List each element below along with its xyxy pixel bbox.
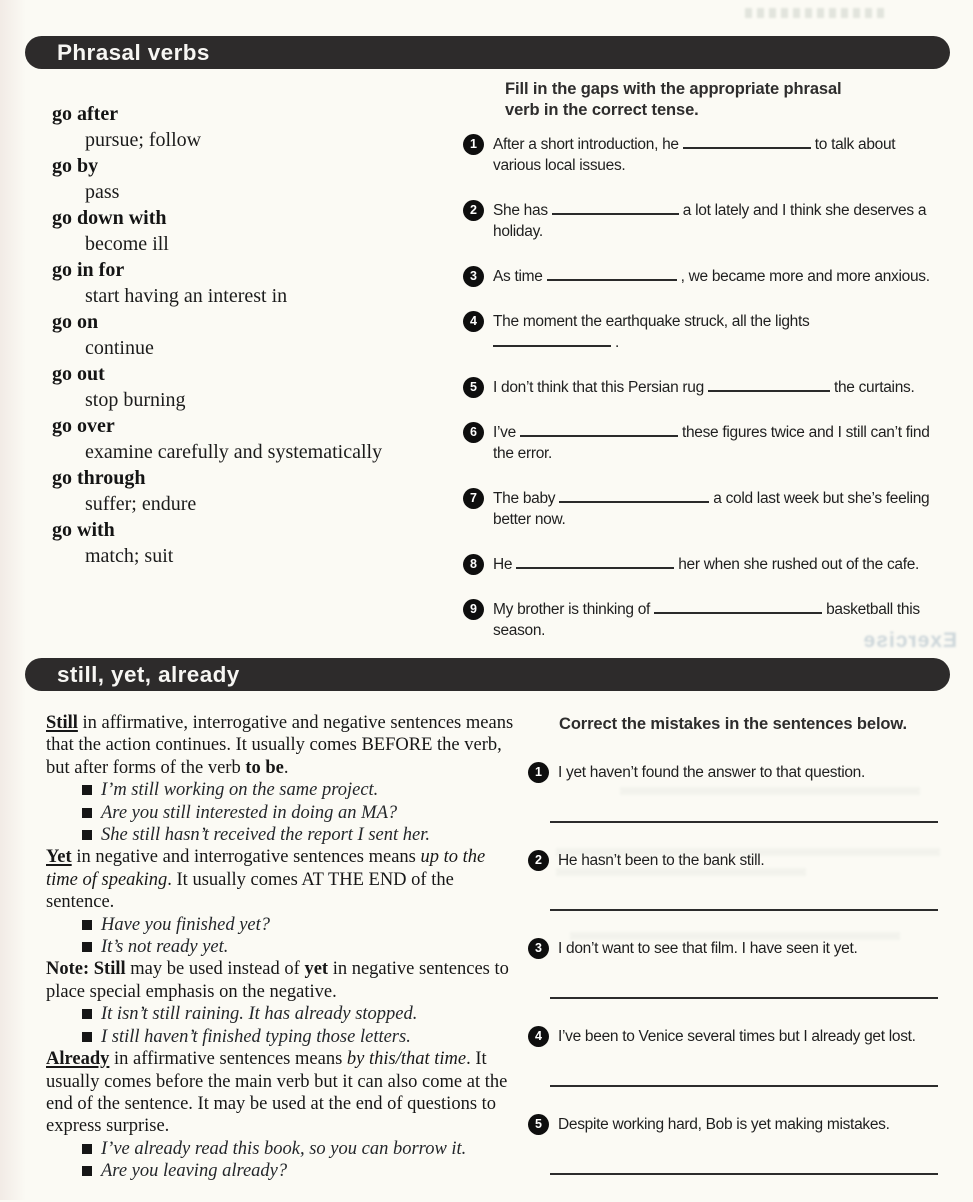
correct-mistake-item (528, 762, 946, 823)
exercise-item-list (463, 134, 941, 641)
phrasal-verb-term: go through (52, 467, 146, 489)
exercise-instructions: Fill in the gaps with the appropriate phrasal verb in the correct tense. (505, 80, 842, 119)
item-number-badge: 8 (463, 554, 484, 575)
square-bullet-icon (82, 808, 92, 818)
answer-line (550, 909, 938, 911)
example-bullet: Are you still interested in doing an MA? (46, 802, 520, 824)
example-bullet: I still haven’t finished typing those letters. (46, 1026, 520, 1048)
item-number-badge: 6 (463, 422, 484, 443)
square-bullet-icon (82, 830, 92, 840)
item-sentence: I’ve been to Venice several times but I already get lost. (558, 1028, 916, 1045)
item-sentence: The baby a cold last week but she’s feeling better now. (493, 490, 930, 528)
item-number-badge: 1 (528, 762, 549, 783)
phrasal-verb-definition: start having an interest in (85, 285, 288, 307)
fill-gap-item (463, 422, 941, 464)
item-number-badge: 5 (528, 1114, 549, 1135)
phrasal-verb-entry (52, 205, 452, 257)
phrasal-verb-term: go down with (52, 207, 167, 229)
fill-blank (708, 377, 830, 392)
phrasal-verb-entry (52, 101, 452, 153)
square-bullet-icon (82, 1032, 92, 1042)
item-sentence: He her when she rushed out of the cafe. (493, 556, 920, 573)
correct-mistake-item (528, 938, 946, 999)
square-bullet-icon (82, 1166, 92, 1176)
item-sentence: He hasn’t been to the bank still. (558, 852, 765, 869)
correct-mistake-item (528, 1026, 946, 1087)
phrasal-verb-term: go over (52, 415, 115, 437)
correct-mistakes-exercise (528, 714, 946, 1202)
example-bullet: I’ve already read this book, so you can borrow it. (46, 1138, 520, 1160)
example-bullet: It isn’t still raining. It has already stopped. (46, 1003, 520, 1025)
correct-mistake-item (528, 850, 946, 911)
item-sentence: I don’t want to see that film. I have seen it yet. (558, 940, 858, 957)
item-number-badge: 3 (528, 938, 549, 959)
phrasal-verb-definition: suffer; endure (85, 493, 197, 515)
phrasal-verb-term: go on (52, 311, 99, 333)
section-header-still-yet-already (25, 658, 950, 691)
fill-gap-item (463, 311, 941, 353)
item-number-badge: 7 (463, 488, 484, 509)
phrasal-verb-list (52, 101, 452, 569)
item-number-badge: 5 (463, 377, 484, 398)
showthrough-ghost-text: Exercise (862, 629, 957, 652)
square-bullet-icon (82, 942, 92, 952)
fill-blank (516, 554, 674, 569)
section-title: Phrasal verbs (57, 40, 210, 65)
square-bullet-icon (82, 785, 92, 795)
phrasal-verb-term: go after (52, 103, 119, 125)
square-bullet-icon (82, 1009, 92, 1019)
exercise-item-list (528, 762, 946, 1175)
example-bullet: Have you finished yet? (46, 914, 520, 936)
phrasal-verb-definition: stop burning (85, 389, 186, 411)
phrasal-verb-entry (52, 257, 452, 309)
phrasal-verb-definition: continue (85, 337, 154, 359)
fill-blank (493, 332, 611, 347)
fill-gap-item (463, 599, 941, 641)
phrasal-verb-entry (52, 153, 452, 205)
fill-blank (559, 488, 709, 503)
phrasal-verb-definition: examine carefully and systematically (85, 441, 383, 463)
answer-line (550, 1085, 938, 1087)
item-number-badge: 2 (528, 850, 549, 871)
item-sentence: I yet haven’t found the answer to that question. (558, 764, 866, 781)
phrasal-verb-exercise (463, 79, 941, 665)
item-sentence: After a short introduction, he to talk about various local issues. (493, 136, 896, 174)
fill-gap-item (463, 134, 941, 176)
fill-blank (552, 200, 679, 215)
fill-gap-item (463, 377, 941, 398)
fill-blank (547, 266, 677, 281)
example-bullet: Are you leaving already? (46, 1160, 520, 1182)
answer-line (550, 1173, 938, 1175)
phrasal-verb-definition: become ill (85, 233, 169, 255)
example-bullet: It’s not ready yet. (46, 936, 520, 958)
phrasal-verb-entry (52, 309, 452, 361)
square-bullet-icon (82, 920, 92, 930)
item-sentence: I’ve these figures twice and I still can’t find the error. (493, 424, 930, 462)
item-sentence: She has a lot lately and I think she deserves a holiday. (493, 202, 927, 240)
grammar-paragraph: Already in affirmative sentences means by this/that time. It usually comes before the main verb but it can also come at the end of the sentence. It may be used at the end of questions to express surprise. (46, 1049, 508, 1137)
showthrough-smudge (745, 8, 887, 18)
answer-line (550, 997, 938, 999)
grammar-explanation (46, 712, 520, 1183)
item-sentence: I don’t think that this Persian rug the curtains. (493, 379, 915, 396)
example-bullet: I’m still working on the same project. (46, 779, 520, 801)
fill-blank (520, 422, 678, 437)
fill-gap-item (463, 554, 941, 575)
example-bullet: She still hasn’t received the report I sent her. (46, 824, 520, 846)
item-sentence: As time , we became more and more anxious. (493, 268, 930, 285)
answer-line (550, 821, 938, 823)
item-number-badge: 3 (463, 266, 484, 287)
phrasal-verb-definition: pursue; follow (85, 129, 202, 151)
item-number-badge: 1 (463, 134, 484, 155)
phrasal-verb-definition: match; suit (85, 545, 174, 567)
phrasal-verb-term: go with (52, 519, 115, 541)
grammar-paragraph: Yet in negative and interrogative sentences means up to the time of speaking. It usually comes AT THE END of the sentence. (46, 847, 486, 913)
section-title: still, yet, already (57, 662, 240, 687)
fill-gap-item (463, 266, 941, 287)
item-sentence: The moment the earthquake struck, all the lights . (493, 313, 810, 351)
phrasal-verb-term: go by (52, 155, 99, 177)
fill-blank (683, 134, 811, 149)
exercise-instructions: Correct the mistakes in the sentences below. (559, 715, 908, 733)
phrasal-verb-entry (52, 465, 452, 517)
grammar-paragraph: Note: Still may be used instead of yet in negative sentences to place special emphasis on the negative. (46, 959, 509, 1002)
phrasal-verb-entry (52, 413, 452, 465)
phrasal-verb-definition: pass (85, 181, 120, 203)
correct-mistake-item (528, 1114, 946, 1175)
phrasal-verb-term: go out (52, 363, 105, 385)
fill-gap-item (463, 200, 941, 242)
fill-gap-item (463, 488, 941, 530)
fill-blank (654, 599, 822, 614)
item-sentence: Despite working hard, Bob is yet making mistakes. (558, 1116, 890, 1133)
item-sentence: My brother is thinking of basketball this season. (493, 601, 920, 639)
phrasal-verb-entry (52, 517, 452, 569)
section-header-phrasal-verbs (25, 36, 950, 69)
item-number-badge: 4 (528, 1026, 549, 1047)
phrasal-verb-term: go in for (52, 259, 125, 281)
item-number-badge: 2 (463, 200, 484, 221)
item-number-badge: 4 (463, 311, 484, 332)
phrasal-verb-entry (52, 361, 452, 413)
grammar-paragraph: Still in affirmative, interrogative and negative sentences means that the action continues. It usually comes BEFORE the verb, but after forms of the verb to be. (46, 713, 514, 778)
item-number-badge: 9 (463, 599, 484, 620)
square-bullet-icon (82, 1144, 92, 1154)
